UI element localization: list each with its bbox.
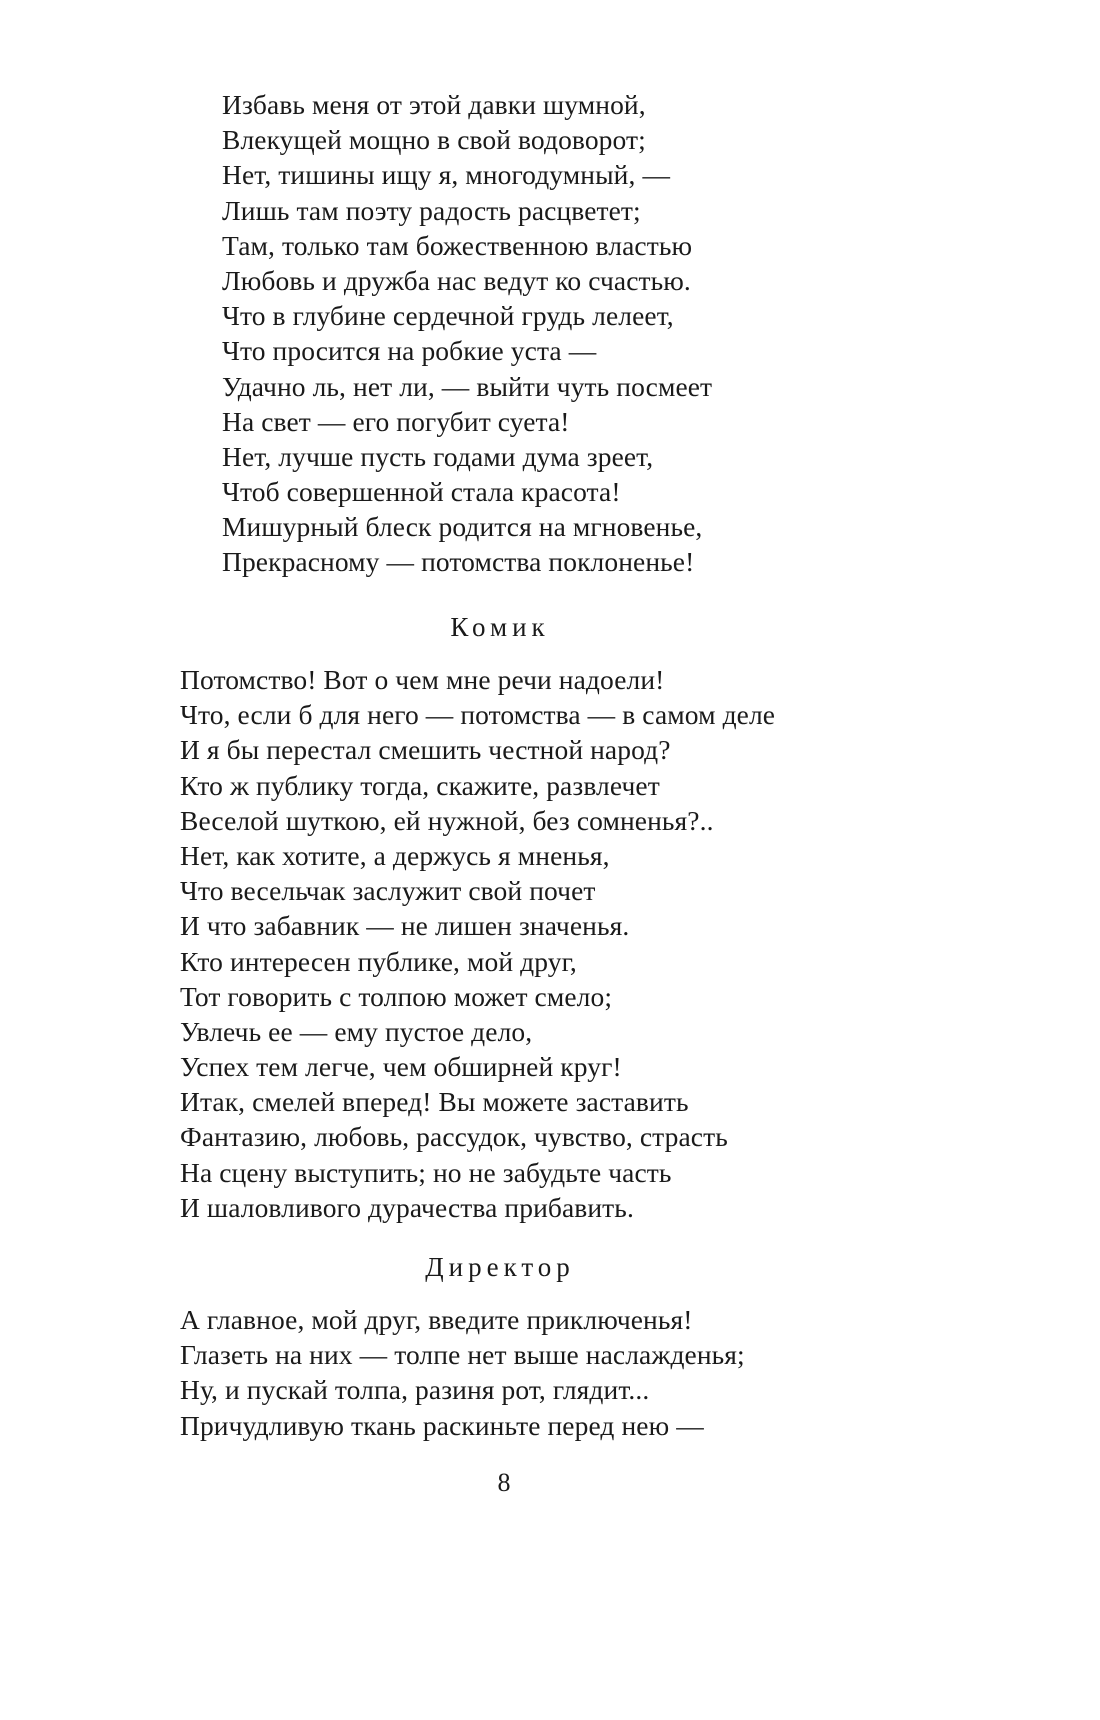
verse-line: На свет — его погубит суета!	[222, 405, 570, 437]
verse-line: Мишурный блеск родится на мгновенье,	[222, 511, 703, 543]
verse-line: Что в глубине сердечной грудь лелеет,	[222, 300, 674, 332]
verse-line: Нет, лучше пусть годами дума зреет,	[222, 440, 654, 472]
verse-line: Избавь меня от этой давки шумной,	[222, 89, 646, 120]
poet-speech-continuation	[222, 87, 712, 580]
verse-line: Чтоб совершенной стала красота!	[222, 476, 621, 508]
verse-line: Потомство! Вот о чем мне речи надоели!	[180, 664, 665, 695]
speaker-heading-comic: Комик	[450, 612, 550, 642]
comic-speech	[180, 662, 775, 1225]
verse-line: Кто интересен публике, мой друг,	[180, 945, 577, 977]
verse-line: Итак, смелей вперед! Вы можете заставить	[180, 1086, 689, 1118]
verse-line: А главное, мой друг, введите приключенья!	[180, 1304, 693, 1335]
verse-line: Глазеть на них — толпе нет выше наслажденья;	[180, 1339, 745, 1371]
verse-line: Прекрасному — потомства поклоненье!	[222, 546, 695, 578]
verse-line: Там, только там божественною властью	[222, 229, 693, 261]
verse-line: Лишь там поэту радость расцветет;	[222, 194, 641, 226]
verse-line: Нет, как хотите, а держусь я мненья,	[180, 839, 610, 871]
verse-line: Удачно ль, нет ли, — выйти чуть посмеет	[222, 370, 713, 402]
verse-line: Что просится на робкие уста —	[222, 335, 597, 367]
verse-line: Кто ж публику тогда, скажите, развлечет	[180, 769, 660, 801]
verse-line: Ну, и пускай толпа, разиня рот, глядит...	[180, 1374, 650, 1406]
verse-line: И что забавник — не лишен значенья.	[180, 910, 630, 942]
director-speech	[180, 1302, 745, 1443]
verse-line: Тот говорить с толпою может смело;	[180, 980, 613, 1012]
verse-line: Влекущей мощно в свой водоворот;	[222, 124, 646, 156]
page-number: 8	[497, 1468, 511, 1497]
speaker-heading-director: Директор	[425, 1252, 575, 1282]
verse-line: Что, если б для него — потомства — в самом деле	[180, 699, 776, 731]
verse-line: И я бы перестал смешить честной народ?	[180, 734, 671, 766]
verse-line: На сцену выступить; но не забудьте часть	[180, 1156, 672, 1188]
verse-line: Что весельчак заслужит свой почет	[180, 875, 596, 907]
verse-line: Успех тем легче, чем обширней круг!	[180, 1051, 622, 1083]
verse-line: Увлечь ее — ему пустое дело,	[180, 1015, 533, 1047]
verse-line: Веселой шуткою, ей нужной, без сомненья?..	[180, 804, 714, 836]
verse-line: Причудливую ткань раскиньте перед нею —	[180, 1409, 704, 1441]
verse-line: Любовь и дружба нас ведут ко счастью.	[222, 264, 691, 296]
verse-line: Нет, тишины ищу я, многодумный, —	[222, 159, 671, 191]
verse-line: И шаловливого дурачества прибавить.	[180, 1191, 634, 1223]
verse-line: Фантазию, любовь, рассудок, чувство, страсть	[180, 1121, 728, 1153]
